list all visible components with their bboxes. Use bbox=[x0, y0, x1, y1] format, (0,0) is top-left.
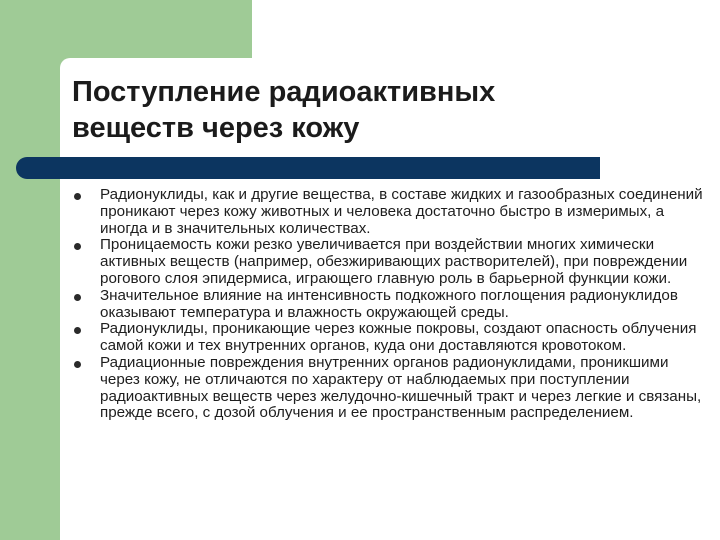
slide-title-line-2: веществ через кожу bbox=[72, 112, 360, 144]
bullet-item bbox=[74, 237, 704, 287]
bullet-text: Радионуклиды, как и другие вещества, в составе жидких и газообразных соединений проникают через кожу животных и человека достаточно быстро в измеримых, а иногда и в значительных количествах. bbox=[100, 186, 703, 237]
bullet-text: Проницаемость кожи резко увеличивается при воздействии многих химически активных веществ (например, обезжиривающих растворителей), при повреждении рогового слоя эпидермиса, играющего главную роль в барьерной функции кожи. bbox=[100, 236, 688, 287]
bullet-item bbox=[74, 355, 704, 422]
bullet-dot-icon bbox=[74, 361, 81, 368]
slide-title-line-1: Поступление радиоактивных bbox=[72, 76, 496, 108]
bullet-text: Радионуклиды, проникающие через кожные покровы, создают опасность облучения самой кожи и тех внутренних органов, куда они доставляются кровотоком. bbox=[100, 320, 697, 355]
bullet-dot-icon bbox=[74, 243, 81, 250]
title-underline-bar bbox=[16, 157, 600, 179]
bullet-dot-icon bbox=[74, 327, 81, 334]
bullet-dot-icon bbox=[74, 294, 81, 301]
slide-title bbox=[72, 74, 672, 146]
bullet-dot-icon bbox=[74, 193, 81, 200]
bullet-list bbox=[74, 187, 704, 422]
bullet-item bbox=[74, 288, 704, 322]
bullet-item bbox=[74, 187, 704, 237]
bullet-text: Значительное влияние на интенсивность подкожного поглощения радионуклидов оказывают температура и влажность окружающей среды. bbox=[100, 286, 678, 321]
bullet-item bbox=[74, 321, 704, 355]
bullet-text: Радиационные повреждения внутренних органов радионуклидами, проникшими через кожу, не отличаются по характеру от наблюдаемых при поступлении радиоактивных веществ через желудочно-кишечный тракт и через легкие и связаны, прежде всего, с дозой облучения и ее пространственным распределением. bbox=[100, 353, 702, 422]
